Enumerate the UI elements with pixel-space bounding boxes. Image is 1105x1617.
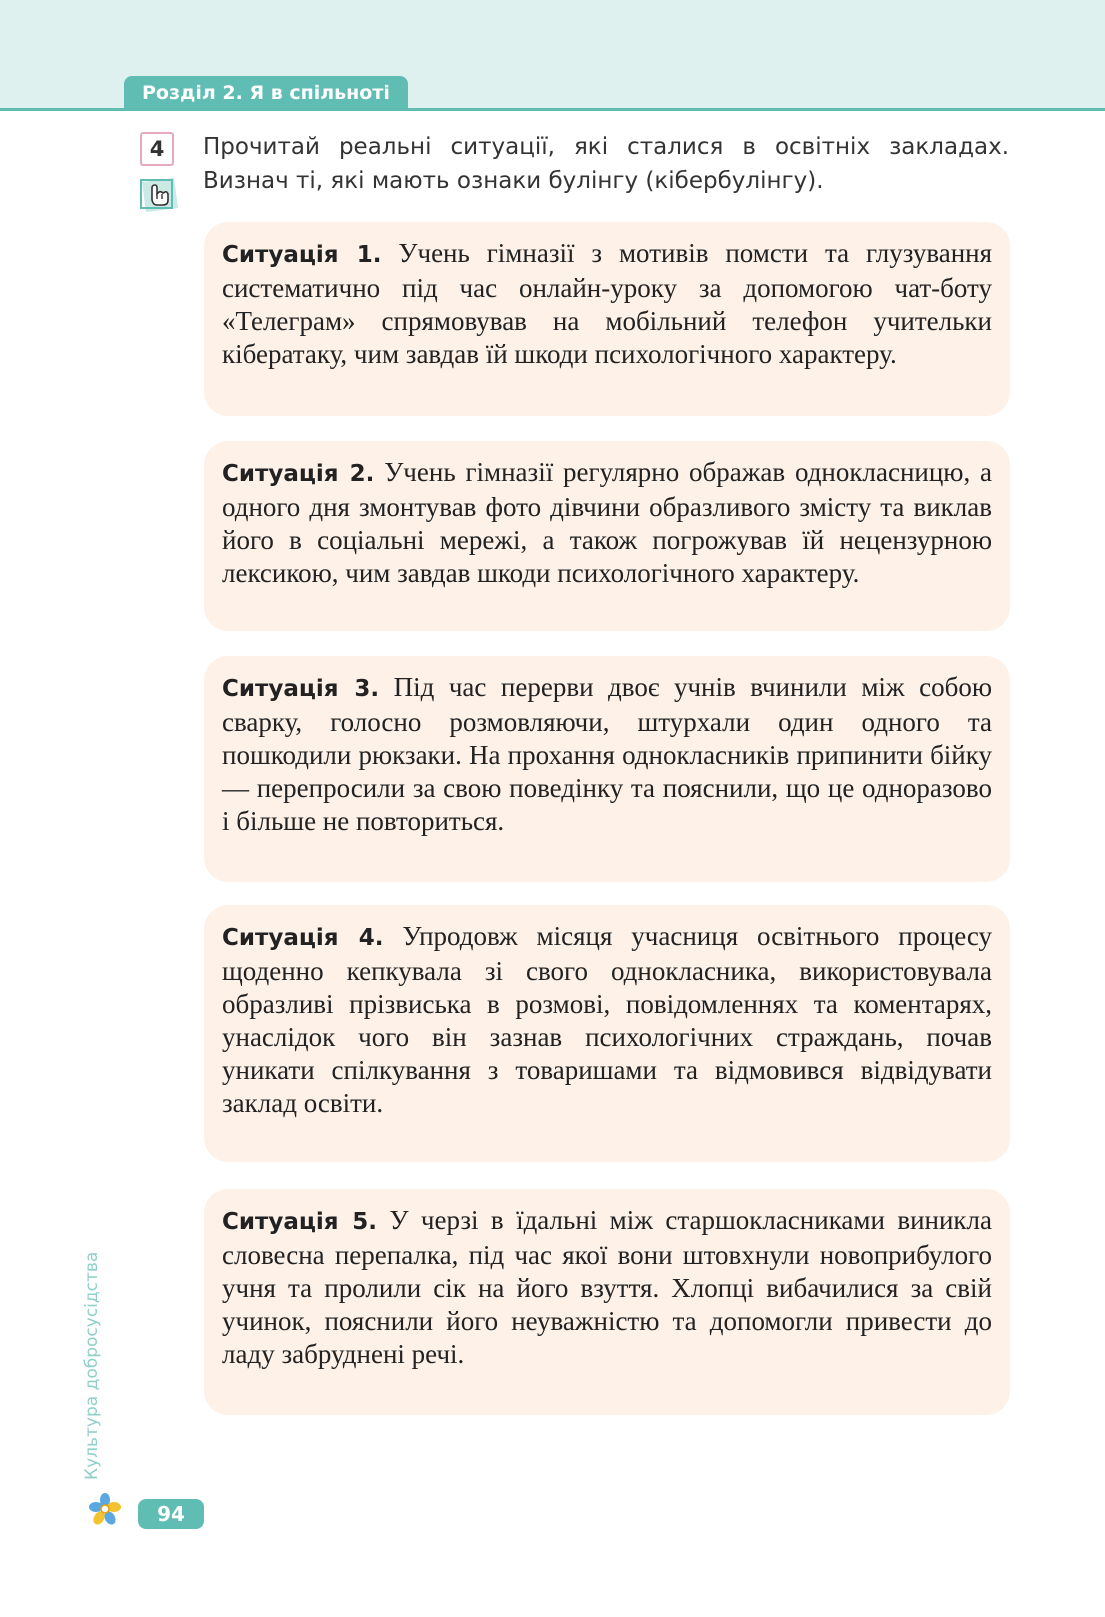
situation-label: Ситуація 3. (222, 676, 380, 702)
situation-paragraph (222, 920, 992, 1120)
flower-icon (88, 1492, 122, 1526)
situation-card-3 (204, 656, 1010, 882)
situation-card-2 (204, 441, 1010, 631)
situation-label: Ситуація 1. (222, 242, 382, 268)
situation-body: Упродовж місяця учасниця освітнього процесу щоденно кепкувала зі свого однокласника, використовувала образливі прізвиська в розмові, повідомленнях та коментарях, унаслідок чого він зазнав психологічних страждань, почав уникати спілкування з товаришами та відмовився відвідувати заклад освіти. (222, 921, 992, 1118)
situation-body: Учень гімназії регулярно ображав однокласницю, а одного дня змонтував фото дівчини образливого змісту та виклав його в соціальні мережі, а також погрожував їй нецензурною лексикою, чим завдав шкоди психологічного характеру. (222, 457, 993, 588)
situation-card-4 (204, 905, 1010, 1162)
section-tab: Розділ 2. Я в спільноті (124, 76, 408, 110)
situation-card-1 (204, 222, 1010, 416)
instruction-line-2: Визнач ті, які мають ознаки булінгу (кібербулінгу). (203, 168, 824, 194)
task-number: 4 (140, 132, 174, 166)
instruction-line-1: Прочитай реальні ситуації, які сталися в освітніх закладах. (203, 134, 1009, 160)
situation-paragraph (222, 237, 992, 371)
situation-paragraph (222, 671, 992, 838)
situation-body: Під час перерви двоє учнів вчинили між собою сварку, голосно розмовляючи, штурхали один одного та пошкодили рюкзаки. На прохання однокласників припинити бійку — перепросили за свою поведінку та пояснили, що це одноразово і більше не повториться. (222, 672, 992, 836)
situation-paragraph (222, 456, 992, 590)
situation-label: Ситуація 2. (222, 461, 375, 487)
hand-pointer-icon (138, 172, 184, 218)
side-title: Культура добросусідства (82, 1251, 102, 1480)
situation-label: Ситуація 4. (222, 925, 384, 951)
situation-paragraph (222, 1204, 992, 1371)
situation-body: У черзі в їдальні між старшокласниками виникла словесна перепалка, під час якої вони штовхнули новоприбулого учня та пролили сік на його взуття. Хлопці вибачилися за свій учинок, пояснили його неуважністю та допомогли привести до ладу забруднені речі. (222, 1205, 993, 1369)
situation-card-5 (204, 1189, 1010, 1415)
situation-body: Учень гімназії з мотивів помсти та глузування систематично під час онлайн-уроку за допомогою чат-боту «Телеграм» спрямовував на мобільний телефон учительки кібератаку, чим завдав їй шкоди психологічного характеру. (222, 238, 993, 369)
situation-label: Ситуація 5. (222, 1209, 377, 1235)
page-number: 94 (138, 1499, 204, 1529)
task-instruction (203, 130, 1009, 198)
